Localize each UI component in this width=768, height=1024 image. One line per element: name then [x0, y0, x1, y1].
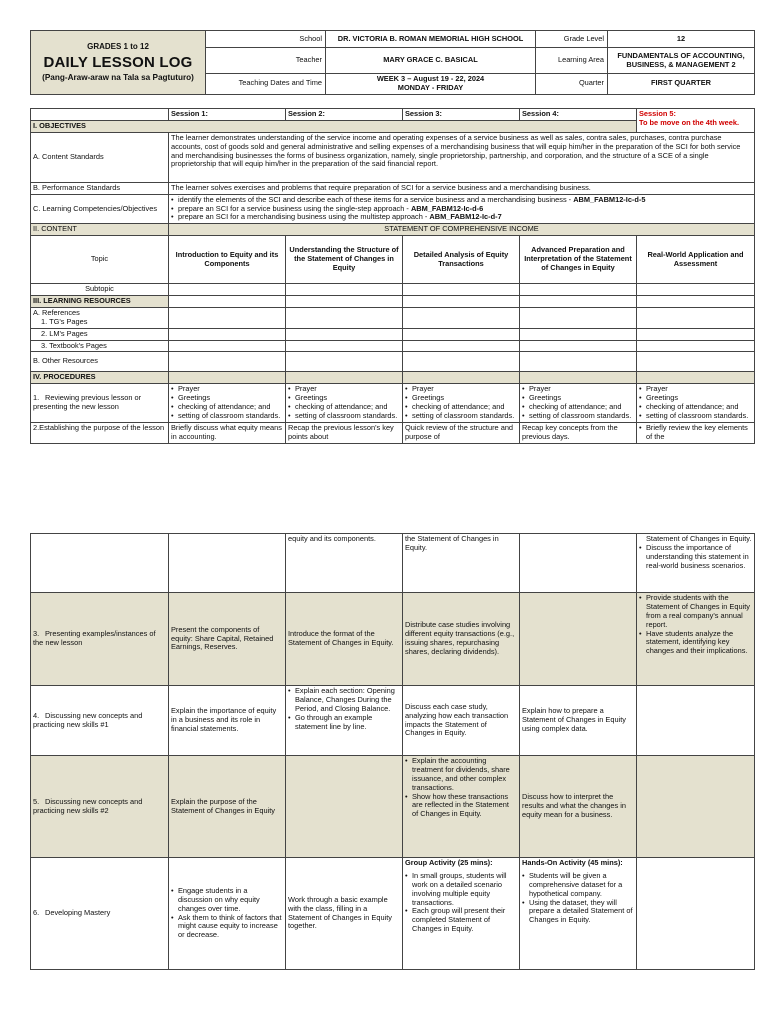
performance-standards-text: The learner solves exercises and problems that require preparation of SCI for a service business and a merchandising business. — [169, 182, 755, 194]
procedure-5-session-3: • Explain the accounting treatment for dividends, share issuance, and other complex transactions. • Show how these transactions are reflected in the Statement of Changes in Equity. — [403, 756, 520, 858]
procedures-heading: IV. PROCEDURES — [31, 372, 169, 384]
topic-label: Topic — [31, 236, 169, 284]
procedure-1-session-5: • Prayer • Greetings • checking of attendance; and • setting of classroom standards. — [637, 384, 755, 423]
procedure-4-session-3: Discuss each case study, analyzing how each transaction impacts the Statement of Changes in Equity. — [403, 686, 520, 756]
topic-session-3: Detailed Analysis of Equity Transactions — [403, 236, 520, 284]
content-standards-text: The learner demonstrates understanding of the service income and operating expenses of a service business as well as sales, contra sales, purchases, contra purchase accounts, cost of goods sold and general administrative and selling expenses of a merchandising business that will equip him/her in the preparation of the SCI for both service and merchandising businesses the forms of business organization, namely, single proprietorship, partnership, and corporation, and the structure of a SCE of a single proprietorship that will equip him/her in the preparation of the said financial report. — [169, 132, 755, 182]
competency-item: • prepare an SCI for a merchandising business using the multistep approach - ABM_FABM12-Ic-d-7 — [171, 213, 752, 222]
procedure-3-session-2: Introduce the format of the Statement of Changes in Equity. — [286, 593, 403, 686]
learning-area-label: Learning Area — [536, 48, 608, 74]
procedure-6-label: 6. Developing Mastery — [31, 858, 169, 970]
textbook-pages-label: 3. Textbook's Pages — [31, 340, 169, 352]
school-label: School — [206, 31, 326, 48]
session-4-header: Session 4: — [520, 109, 637, 121]
lesson-table-page-2 — [30, 533, 754, 970]
content-heading: II. CONTENT — [31, 224, 169, 236]
procedure-4-label: 4. Discussing new concepts and practicing new skills #1 — [31, 686, 169, 756]
procedure-5-session-4: Discuss how to interpret the results and what the changes in equity mean for a business. — [520, 756, 637, 858]
teacher-label: Teacher — [206, 48, 326, 74]
procedure-6-session-4: Hands-On Activity (45 mins): • Students will be given a comprehensive dataset for a hypothetical company. • Using the dataset, they will prepare a detailed Statement of Changes in Equity. — [520, 858, 637, 970]
procedure-4-session-1: Explain the importance of equity in a business and its role in financial statements. — [169, 686, 286, 756]
learning-area-value: FUNDAMENTALS OF ACCOUNTING, BUSINESS, & MANAGEMENT 2 — [608, 48, 755, 74]
dates-line-1: WEEK 3 – August 19 - 22, 2024 — [376, 74, 485, 83]
procedure-1-label: 1. Reviewing previous lesson or presenting the new lesson — [31, 384, 169, 423]
procedure-3-session-3: Distribute case studies involving different equity transactions (e.g., issuing shares, repurchasing shares, declaring dividends). — [403, 593, 520, 686]
procedure-2-session-5-cont: Statement of Changes in Equity. • Discuss the importance of understanding this statement in real-world business scenarios. — [637, 534, 755, 593]
procedure-1-session-3: • Prayer • Greetings • checking of attendance; and • setting of classroom standards. — [403, 384, 520, 423]
quarter-label: Quarter — [536, 74, 608, 95]
procedure-1-session-4: • Prayer • Greetings • checking of attendance; and • setting of classroom standards. — [520, 384, 637, 423]
content-standards-label: A. Content Standards — [31, 132, 169, 182]
dates-value — [326, 74, 536, 95]
procedure-row-6 — [31, 858, 755, 970]
procedure-6-session-2: Work through a basic example with the class, filling in a Statement of Changes in Equity together. — [286, 858, 403, 970]
topic-session-1: Introduction to Equity and its Components — [169, 236, 286, 284]
procedure-2-session-1: Briefly discuss what equity means in accounting. — [169, 422, 286, 443]
procedure-2-session-3: Quick review of the structure and purpose of — [403, 422, 520, 443]
content-title: STATEMENT OF COMPREHENSIVE INCOME — [169, 224, 755, 236]
session-5-label: Session 5: — [639, 109, 676, 118]
competency-item: • prepare an SCI for a service business using the single-step approach - ABM_FABM12-Ic-d-6 — [171, 205, 752, 214]
procedure-4-session-2: • Explain each section: Opening Balance, Changes During the Period, and Closing Balance. • Go through an example statement line by line. — [286, 686, 403, 756]
header-block — [30, 30, 754, 95]
competencies-label: C. Learning Competencies/Objectives — [31, 194, 169, 224]
procedure-2-session-5: • Briefly review the key elements of the — [637, 422, 755, 443]
procedure-row-3 — [31, 593, 755, 686]
procedure-row-4 — [31, 686, 755, 756]
header-title-cell — [31, 31, 206, 95]
sessions-row — [31, 109, 755, 121]
procedure-2-session-2-cont: equity and its components. — [286, 534, 403, 593]
topic-session-5: Real-World Application and Assessment — [637, 236, 755, 284]
session-5-header — [637, 109, 755, 133]
grade-level-value: 12 — [608, 31, 755, 48]
competencies-list — [169, 194, 755, 224]
procedure-2-session-2: Recap the previous lesson's key points about — [286, 422, 403, 443]
dates-label: Teaching Dates and Time — [206, 74, 326, 95]
procedure-2-session-3-cont: the Statement of Changes in Equity. — [403, 534, 520, 593]
procedure-6-session-3: Group Activity (25 mins): • In small groups, students will work on a detailed scenario involving multiple equity transactions. • Each group will present their completed Statement of Changes in Equity. — [403, 858, 520, 970]
sessions-corner — [31, 109, 169, 121]
procedure-row-5 — [31, 756, 755, 858]
procedure-2-label: 2.Establishing the purpose of the lesson — [31, 422, 169, 443]
procedure-5-label: 5. Discussing new concepts and practicing new skills #2 — [31, 756, 169, 858]
subtopic-label: Subtopic — [31, 284, 169, 296]
document-subtitle: (Pang-Araw-araw na Tala sa Pagtuturo) — [42, 72, 194, 82]
procedure-5-session-1: Explain the purpose of the Statement of Changes in Equity — [169, 756, 286, 858]
procedure-4-session-4: Explain how to prepare a Statement of Changes in Equity using complex data. — [520, 686, 637, 756]
references-label: A. References 1. TG's Pages — [31, 307, 169, 328]
grade-level-label: Grade Level — [536, 31, 608, 48]
procedure-3-label: 3. Presenting examples/instances of the new lesson — [31, 593, 169, 686]
performance-standards-label: B. Performance Standards — [31, 182, 169, 194]
procedure-1-session-1: • Prayer • Greetings • checking of attendance; and • setting of classroom standards. — [169, 384, 286, 423]
session-5-note: To be move on the 4th week. — [639, 117, 740, 127]
topic-session-2: Understanding the Structure of the Statement of Changes in Equity — [286, 236, 403, 284]
procedure-row-1 — [31, 384, 755, 423]
school-value: DR. VICTORIA B. ROMAN MEMORIAL HIGH SCHOOL — [326, 31, 536, 48]
procedure-1-session-2: • Prayer • Greetings • checking of attendance; and • setting of classroom standards. — [286, 384, 403, 423]
session-1-header: Session 1: — [169, 109, 286, 121]
objectives-heading: I. OBJECTIVES — [31, 120, 637, 132]
quarter-value: FIRST QUARTER — [608, 74, 755, 95]
lesson-table-page-1 — [30, 108, 754, 444]
grades-label: GRADES 1 to 12 — [87, 42, 149, 52]
topic-session-4: Advanced Preparation and Interpretation of the Statement of Changes in Equity — [520, 236, 637, 284]
dates-line-2: MONDAY - FRIDAY — [397, 82, 464, 92]
procedure-row-2 — [31, 422, 755, 443]
other-resources-label: B. Other Resources — [31, 352, 169, 372]
teacher-value: MARY GRACE C. BASICAL — [326, 48, 536, 74]
procedure-row-2-cont — [31, 534, 755, 593]
procedure-6-session-1: • Engage students in a discussion on why equity changes over time. • Ask them to think of factors that might cause equity to increase or decrease. — [169, 858, 286, 970]
document-title: DAILY LESSON LOG — [43, 53, 193, 71]
session-3-header: Session 3: — [403, 109, 520, 121]
lm-pages-label: 2. LM's Pages — [31, 328, 169, 340]
resources-heading: III. LEARNING RESOURCES — [31, 296, 169, 308]
competency-item: • identify the elements of the SCI and describe each of these items for a service business and a merchandising business - ABM_FABM12-Ic-d-5 — [171, 196, 752, 205]
session-2-header: Session 2: — [286, 109, 403, 121]
procedure-3-session-1: Present the components of equity: Share Capital, Retained Earnings, Reserves. — [169, 593, 286, 686]
procedure-3-session-5: • Provide students with the Statement of Changes in Equity from a real company's annual report. • Have students analyze the statement, identifying key changes and their implications. — [637, 593, 755, 686]
procedure-2-session-4: Recap key concepts from the previous days. — [520, 422, 637, 443]
